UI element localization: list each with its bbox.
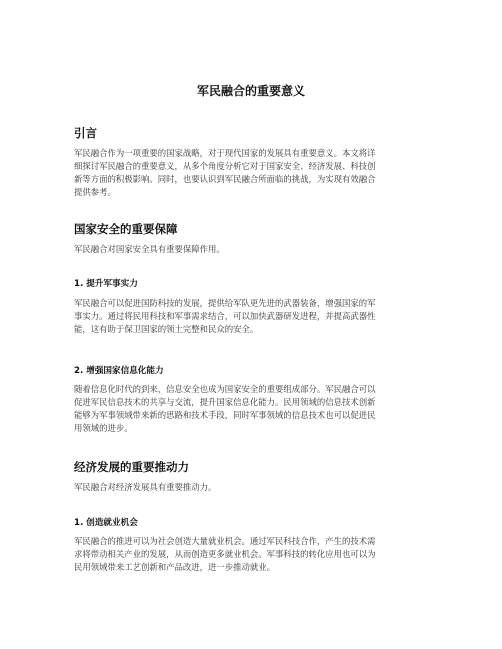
section-heading-economic-development: 经济发展的重要推动力: [74, 460, 189, 474]
paragraph-line: 事实力。通过将民用科技和军事需求结合，可以加快武器研发进程，并提高武器性: [74, 311, 376, 322]
informatization-paragraph: [74, 383, 432, 435]
paragraph-line: 军民融合的推进可以为社会创造大量就业机会。通过军民科技合作，产生的技术需: [74, 536, 376, 546]
paragraph-line: 能够为军事领域带来新的思路和技术手段，同时军事领域的信息技术也可以促进民: [74, 410, 376, 421]
paragraph-line: 提供参考。: [74, 187, 116, 198]
section-heading-national-security: 国家安全的重要保障: [74, 222, 178, 236]
subsection-heading-employment: 1. 创造就业机会: [74, 518, 138, 528]
subsection-heading-informatization: 2. 增强国家信息化能力: [74, 366, 164, 376]
introduction-paragraph: [74, 147, 432, 199]
paragraph-line: 新等方面的积极影响。同时，也要认识到军民融合所面临的挑战，为实现有效融合: [74, 174, 376, 185]
paragraph-line: 随着信息化时代的到来，信息安全也成为国家安全的重要组成部分。军民融合可以: [74, 384, 376, 394]
economic-development-intro: [74, 481, 432, 494]
paragraph-line: 促进军民信息技术的共享与交流，提升国家信息化能力。民用领域的信息技术创新: [74, 397, 376, 408]
military-strength-paragraph: [74, 297, 432, 336]
paragraph-line: 求将带动相关产业的发展，从而创造更多就业机会。军事科技的转化应用也可以为: [74, 549, 376, 560]
paragraph-line: 民用领域带来工艺创新和产品改进，进一步推动就业。: [74, 562, 275, 573]
paragraph-line: 细探讨军民融合的重要意义，从多个角度分析它对于国家安全、经济发展、科技创: [74, 161, 376, 172]
document-title: 军民融合的重要意义: [196, 84, 305, 98]
paragraph-line: 军民融合对国家安全具有重要保障作用。: [74, 244, 225, 254]
section-heading-introduction: 引言: [74, 126, 97, 140]
paragraph-line: 军民融合对经济发展具有重要推动力。: [74, 482, 217, 492]
paragraph-line: 用领域的进步。: [74, 423, 133, 434]
paragraph-line: 军民融合作为一项重要的国家战略，对于现代国家的发展具有重要意义。本文将详: [74, 148, 376, 158]
national-security-intro: [74, 243, 432, 256]
paragraph-line: 军民融合可以促进国防科技的发展，提供给军队更先进的武器装备，增强国家的军: [74, 298, 376, 308]
subsection-heading-military-strength: 1. 提升军事实力: [74, 279, 138, 289]
paragraph-line: 能，这有助于保卫国家的领土完整和民众的安全。: [74, 324, 259, 335]
employment-paragraph: [74, 535, 432, 574]
